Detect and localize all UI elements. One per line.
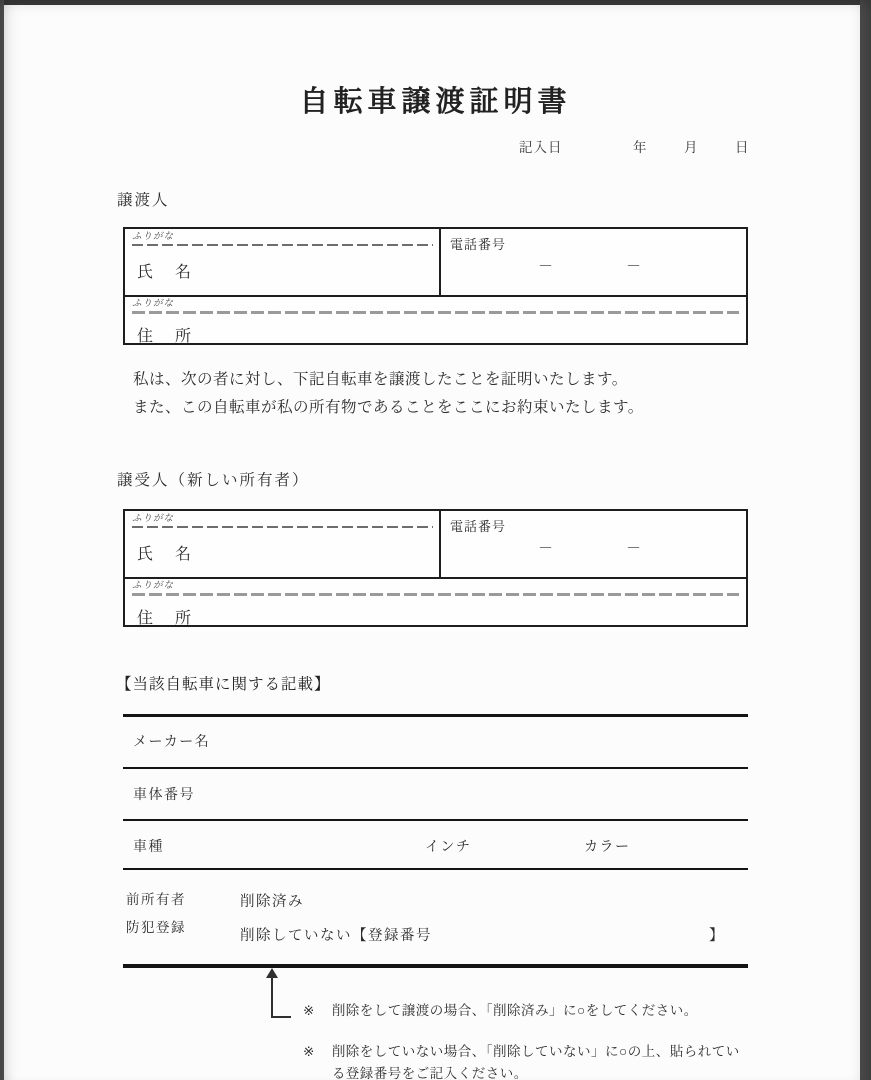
- name-label: 氏 名: [137, 546, 195, 563]
- option-not-deleted-registration-number: 削除していない【登録番号: [240, 928, 432, 944]
- arrow-stem: [271, 977, 273, 1018]
- maker-name-label: メーカー名: [133, 735, 211, 750]
- declaration-line-2: また、この自転車が私の所有物であることをここにお約束いたします。: [133, 399, 644, 416]
- phone-dash-separator: －: [626, 259, 642, 275]
- section-bottom-line: [123, 964, 748, 968]
- note-not-deleted-instruction: [303, 1041, 744, 1080]
- inch-label: インチ: [425, 840, 472, 855]
- address-label: 住 所: [137, 610, 195, 627]
- furigana-write-line: [132, 311, 739, 314]
- row-divider-line: [123, 868, 748, 870]
- declaration-line-1: 私は、次の者に対し、下記自転車を譲渡したことを証明いたします。: [133, 371, 628, 388]
- note-text: 削除をしていない場合、「削除していない」に○の上、貼られている登録番号をご記入ください。: [331, 1044, 740, 1080]
- transferee-name-cell: [125, 511, 441, 577]
- name-label: 氏 名: [137, 264, 195, 281]
- transferee-address-row: [125, 577, 746, 627]
- scan-edge-top: [0, 0, 871, 5]
- phone-dash-separator: －: [538, 259, 554, 275]
- phone-label: 電話番号: [450, 519, 507, 534]
- furigana-label: ふりがな: [132, 299, 175, 309]
- note-marker: ※: [303, 1003, 315, 1018]
- transferor-address-row: [125, 295, 746, 345]
- frame-number-label: 車体番号: [133, 788, 195, 803]
- document-title: 自転車譲渡証明書: [299, 86, 572, 119]
- previous-owner-label: 前所有者: [126, 892, 186, 907]
- option-deleted: 削除済み: [240, 894, 304, 910]
- transferor-name-cell: [125, 229, 441, 295]
- section-divider-line: [123, 714, 748, 717]
- furigana-label: ふりがな: [132, 514, 175, 524]
- row-divider-line: [123, 767, 748, 769]
- note-marker: ※: [303, 1044, 315, 1059]
- date-year-label: 年: [633, 140, 648, 155]
- phone-dash-separator: －: [626, 541, 642, 557]
- crime-prevention-registration-label: 防犯登録: [126, 920, 186, 935]
- bicycle-section-heading: 【当該自転車に関する記載】: [116, 676, 331, 693]
- transferee-phone-cell: [441, 511, 746, 577]
- transferor-table: [123, 227, 748, 345]
- model-label: 車種: [133, 840, 164, 855]
- row-divider-line: [123, 819, 748, 821]
- phone-label: 電話番号: [450, 237, 507, 252]
- color-label: カラー: [584, 840, 631, 855]
- declaration-paragraph: [133, 366, 644, 422]
- scan-edge-left: [0, 0, 4, 1080]
- furigana-write-line: [132, 593, 739, 596]
- furigana-label: ふりがな: [132, 232, 175, 242]
- note-text: 削除をして譲渡の場合、「削除済み」に○をしてください。: [331, 1003, 698, 1018]
- phone-dash-separator: －: [538, 541, 554, 557]
- transferee-section-label: 譲受人（新しい所有者）: [117, 472, 310, 489]
- transferee-name-row: [125, 511, 746, 577]
- transferee-table: [123, 509, 748, 627]
- transferor-name-row: [125, 229, 746, 295]
- address-label: 住 所: [137, 328, 195, 345]
- note-deleted-instruction: [303, 1000, 744, 1022]
- arrow-foot: [271, 1016, 291, 1018]
- furigana-write-line: [132, 526, 433, 528]
- transferor-phone-cell: [441, 229, 746, 295]
- scan-edge-right: [860, 0, 871, 1080]
- date-entry-label: 記入日: [519, 140, 563, 155]
- date-month-label: 月: [684, 140, 699, 155]
- transferor-section-label: 譲渡人: [117, 192, 170, 209]
- registration-number-closing-bracket: 】: [709, 928, 725, 944]
- furigana-label: ふりがな: [132, 581, 175, 591]
- date-day-label: 日: [735, 140, 750, 155]
- furigana-write-line: [132, 244, 433, 246]
